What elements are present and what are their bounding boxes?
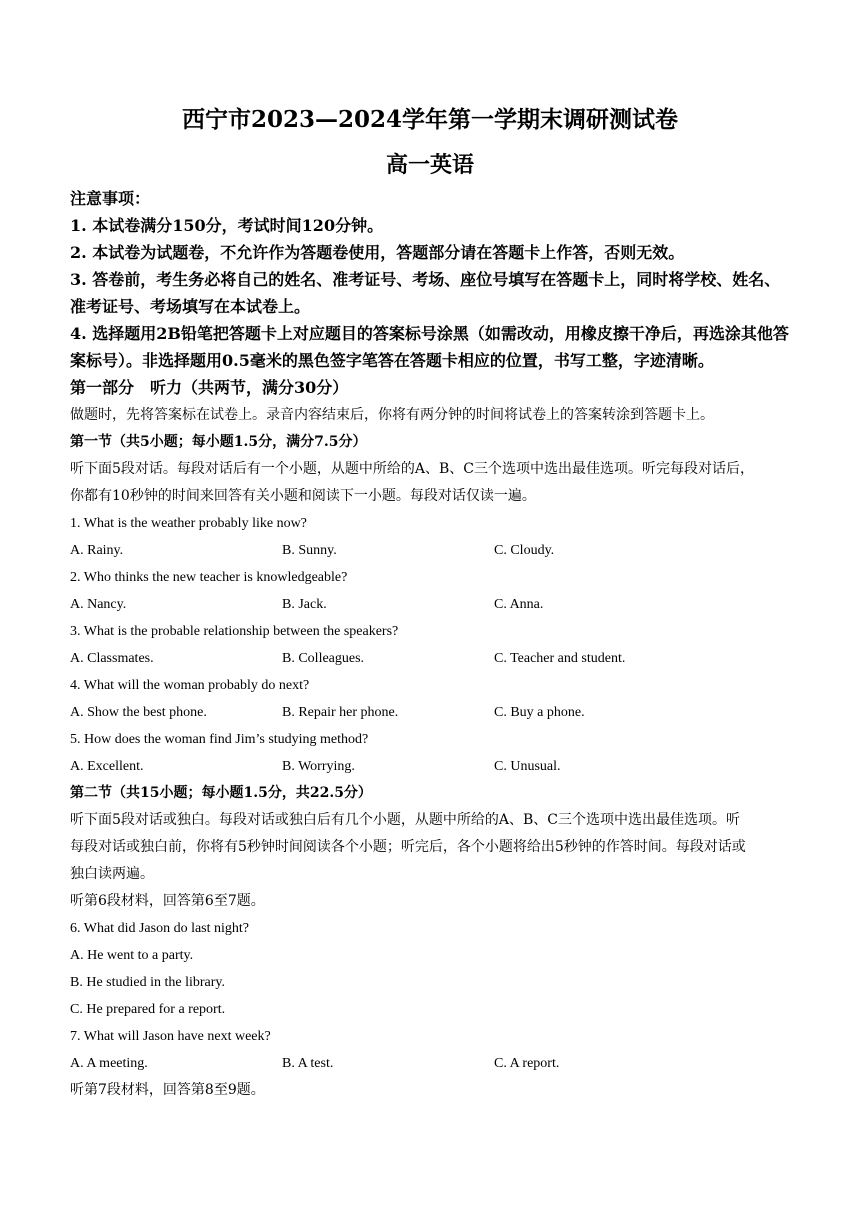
page-title: 西宁市2023—2024学年第一学期末调研测试卷 xyxy=(181,106,679,133)
question-text: 3. What is the probable relationship between the speakers? xyxy=(70,624,399,639)
section2-intro-2: 每段对话或独白前，你将有5秒钟时间阅读各个小题；听完后，各个小题将给出5秒钟的作答时间。每段对话或 xyxy=(70,839,746,855)
option-a: A. Classmates. xyxy=(70,651,154,666)
option-c: C. Unusual. xyxy=(494,759,561,774)
option-a: A. He went to a party. xyxy=(70,948,194,963)
option-a: A. Excellent. xyxy=(70,759,144,774)
option-c: C. A report. xyxy=(494,1056,560,1071)
notice-item-2: 2. 本试卷为试题卷，不允许作为答题卷使用，答题部分请在答题卡上作答，否则无效。 xyxy=(70,243,685,262)
option-a: A. A meeting. xyxy=(70,1056,148,1071)
question-text: 7. What will Jason have next week? xyxy=(70,1029,271,1044)
option-a: A. Nancy. xyxy=(70,597,127,612)
section2-intro-1: 听下面5段对话或独白。每段对话或独白后有几个小题，从题中所给的A、B、C三个选项中选出最佳选项。听 xyxy=(70,812,741,828)
notice-item-3: 3. 答卷前，考生务必将自己的姓名、准考证号、考场、座位号填写在答题卡上，同时将学校、姓名、准考证号、考场填写在本试卷上。 xyxy=(70,270,781,316)
option-b: B. Worrying. xyxy=(282,759,355,774)
section1-heading: 第一节（共5小题；每小题1.5分，满分7.5分） xyxy=(70,434,367,450)
options-row xyxy=(70,699,794,726)
question-text: 1. What is the weather probably like now? xyxy=(70,516,307,531)
notice-heading: 注意事项： xyxy=(70,189,151,208)
option-c: C. He prepared for a report. xyxy=(70,1002,226,1017)
listening-content xyxy=(70,402,794,1104)
part1-heading: 第一部分 听力（共两节，满分30分） xyxy=(70,378,349,397)
question-text: 6. What did Jason do last night? xyxy=(70,921,249,936)
option-c: C. Buy a phone. xyxy=(494,705,585,720)
question-text: 4. What will the woman probably do next? xyxy=(70,678,310,693)
notice-item-1: 1. 本试卷满分150分，考试时间120分钟。 xyxy=(70,216,384,235)
part1-intro: 做题时，先将答案标在试卷上。录音内容结束后，你将有两分钟的时间将试卷上的答案转涂到答题卡上。 xyxy=(70,407,714,423)
option-a: A. Rainy. xyxy=(70,543,124,558)
section1-intro-2: 你都有10秒钟的时间来回答有关小题和阅读下一小题。每段对话仅读一遍。 xyxy=(70,488,536,504)
option-b: B. Repair her phone. xyxy=(282,705,399,720)
option-c: C. Cloudy. xyxy=(494,543,555,558)
option-c: C. Anna. xyxy=(494,597,544,612)
notice-section xyxy=(70,185,794,401)
option-b: B. Sunny. xyxy=(282,543,337,558)
question-text: 5. How does the woman find Jim’s studying method? xyxy=(70,732,369,747)
section2-heading: 第二节（共15小题；每小题1.5分，共22.5分） xyxy=(70,785,372,801)
section1-intro-1: 听下面5段对话。每段对话后有一个小题，从题中所给的A、B、C三个选项中选出最佳选项。听完每段对话后， xyxy=(70,461,755,477)
option-b: B. Colleagues. xyxy=(282,651,365,666)
page-subtitle: 高一英语 xyxy=(385,152,474,178)
option-c: C. Teacher and student. xyxy=(494,651,626,666)
notice-item-4: 4. 选择题用2B铅笔把答题卡上对应题目的答案标号涂黑（如需改动，用橡皮擦干净后，再选涂其他答案标号）。非选择题用0.5毫米的黑色签字笔答在答题卡相应的位置，书写工整，字迹清晰。 xyxy=(70,324,789,370)
section2-intro-3: 独白读两遍。 xyxy=(70,866,154,882)
options-row xyxy=(70,537,794,564)
option-b: B. He studied in the library. xyxy=(70,975,226,990)
material-6-note: 听第6段材料，回答第6至7题。 xyxy=(70,893,265,909)
option-a: A. Show the best phone. xyxy=(70,705,207,720)
options-row xyxy=(70,645,794,672)
options-row xyxy=(70,591,794,618)
material-7-note: 听第7段材料，回答第8至9题。 xyxy=(70,1082,265,1098)
options-row xyxy=(70,753,794,780)
question-text: 2. Who thinks the new teacher is knowledgeable? xyxy=(70,570,348,585)
options-row xyxy=(70,1050,794,1077)
option-b: B. Jack. xyxy=(282,597,327,612)
option-b: B. A test. xyxy=(282,1056,334,1071)
